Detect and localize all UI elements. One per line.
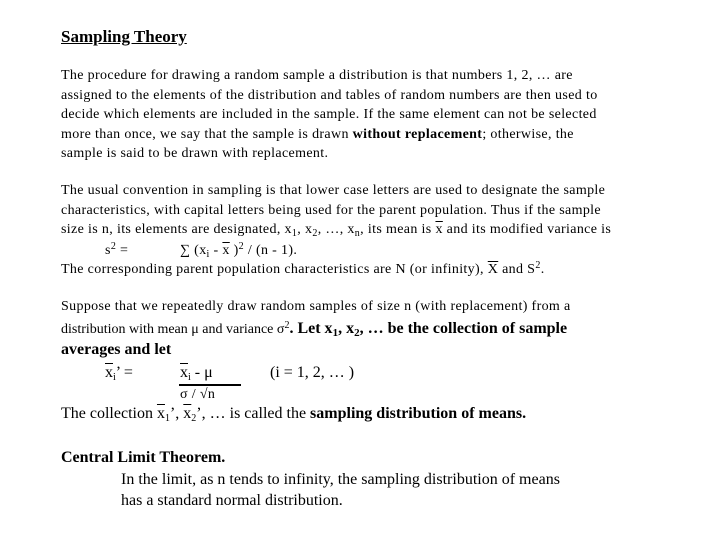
para3-last-line: The collection $\overline{x}_1$’, $\overline{x}_2$’, … is called the sampling distribution of means. — [61, 405, 527, 424]
para3-line1: Suppose that we repeatedly draw random samples of size n (with replacement) from a — [61, 299, 571, 314]
para1-line2: assigned to the elements of the distribution and tables of random numbers are then used to — [61, 88, 598, 103]
standardized-lhs: $\overline{x}_i$’ = — [105, 364, 133, 383]
standardized-denominator: σ / √n — [180, 387, 216, 402]
para2-line1: The usual convention in sampling is that lower case letters are used to designate the sample — [61, 183, 606, 198]
para2-line2: characteristics, with capital letters being used for the parent population. Thus if the sample — [61, 203, 601, 218]
para1-line1: The procedure for drawing a random sample a distribution is that numbers 1, 2, … are — [61, 68, 573, 83]
fraction-bar — [179, 384, 241, 386]
para2-line5: The corresponding parent population characteristics are N (or infinity), $\overline{X}$ and $S^2$. — [61, 260, 545, 277]
sampling-distribution-term: sampling distribution of means. — [310, 405, 527, 422]
para2-line3: size is n, its elements are designated, $x_1$, $x_2$, …, $x_n$, its mean is $\overline{x}$ and its modified variance is — [61, 222, 612, 239]
para3-line3: averages and let — [61, 341, 172, 358]
without-replacement-term: without replacement — [352, 127, 483, 142]
clt-heading: Central Limit Theorem. — [61, 449, 226, 466]
index-range: (i = 1, 2, … ) — [270, 364, 355, 381]
variance-formula: $s^2$ = — [105, 241, 129, 258]
variance-formula-rhs: ∑ ($x_i - \overline{x}$ )$^2$ / (n - 1). — [180, 241, 298, 260]
clt-line2: has a standard normal distribution. — [121, 492, 343, 509]
clt-line1: In the limit, as n tends to infinity, the sampling distribution of means — [121, 471, 560, 488]
para1-line3: decide which elements are included in the sample. If the same element can not be selected — [61, 107, 597, 122]
standardized-numerator: $\overline{x}_i$ - μ — [180, 364, 213, 383]
para1-line4: more than once, we say that the sample is drawn without replacement; otherwise, the — [61, 127, 574, 142]
page-title: Sampling Theory — [61, 27, 187, 46]
para1-line5: sample is said to be drawn with replacement. — [61, 146, 329, 161]
para3-line2: distribution with mean μ and variance $\sigma^2$. Let x1, x2, … be the collection of sample — [61, 320, 568, 339]
